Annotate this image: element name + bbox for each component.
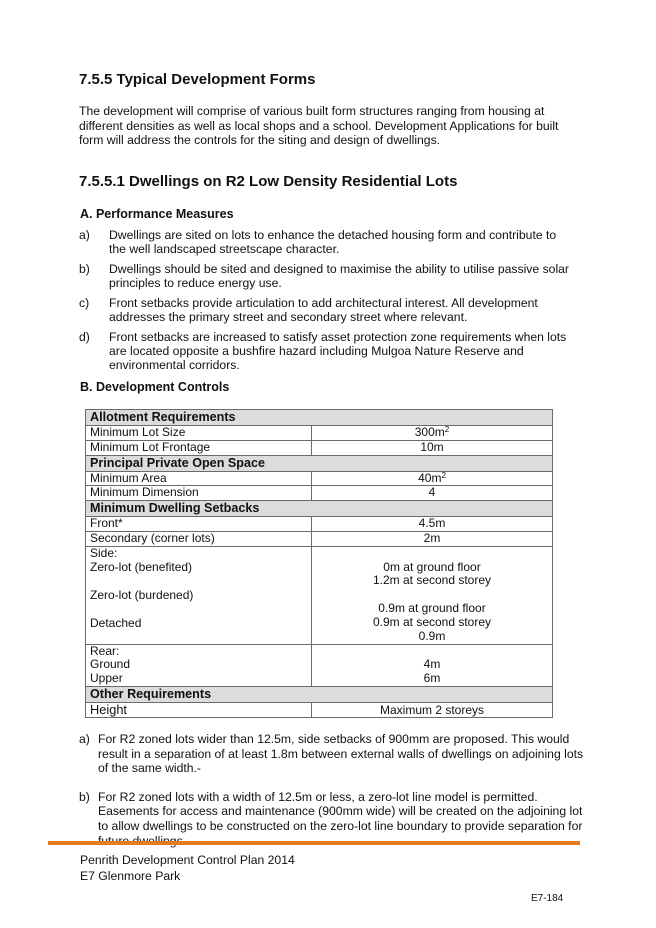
list-text: [109, 296, 579, 324]
upper-label: Upper: [90, 671, 123, 686]
detached-value: 0.9m: [418, 628, 446, 643]
table-row: [86, 531, 553, 546]
list-line: Front setbacks provide articulation to add architectural interest. All development: [109, 296, 538, 310]
table-section-header: [86, 455, 553, 471]
table-row: [86, 517, 553, 532]
zero-benefited-value: 0m at ground floor: [383, 559, 481, 574]
note-line: to allow dwellings to be constructed on the zero-lot line boundary to provide separation for: [98, 818, 583, 833]
list-line: are located opposite a bushfire hazard including Mulgoa Nature Reserve and: [109, 344, 524, 358]
note-item: [79, 790, 584, 848]
list-line: addresses the primary street and secondary street where relevant.: [109, 310, 468, 324]
list-letter: b): [79, 262, 90, 276]
table-section-header: [86, 410, 553, 426]
table-row: [86, 471, 553, 486]
zero-benefited-label: Zero-lot (benefited): [90, 559, 193, 574]
table-label-cell: [86, 644, 312, 686]
table-label-cell: Minimum Lot Size: [86, 426, 312, 441]
table-value-cell: Maximum 2 storeys: [312, 702, 553, 717]
table-header-cell: Principal Private Open Space: [86, 455, 553, 471]
note-line: For R2 zoned lots with a width of 12.5m or less, a zero-lot line model is permitted.: [98, 789, 538, 804]
table-row: [86, 486, 553, 501]
note-line: Easements for access and maintenance (900mm wide) will be created on the adjoining lot: [98, 804, 583, 819]
page-number: E7-184: [531, 893, 564, 904]
list-item: [79, 330, 579, 372]
list-letter: a): [79, 228, 90, 242]
table-label-cell: Front*: [86, 517, 312, 532]
performance-list: [79, 228, 579, 378]
performance-heading: A. Performance Measures: [80, 207, 234, 221]
table-header-cell: Allotment Requirements: [86, 410, 553, 426]
table-row: [86, 644, 553, 686]
upper-value: 6m: [423, 671, 441, 686]
table-label-cell: Secondary (corner lots): [86, 531, 312, 546]
list-line: Dwellings are sited on lots to enhance the detached housing form and contribute to: [109, 228, 557, 242]
value-text: 300m: [414, 425, 445, 439]
table-header-cell: Other Requirements: [86, 686, 553, 702]
list-line: Dwellings should be sited and designed to maximise the ability to utilise passive solar: [109, 262, 569, 276]
table-value-cell: 4: [312, 486, 553, 501]
table-section-header: [86, 686, 553, 702]
zero-burdened-label: Zero-lot (burdened): [90, 588, 194, 603]
intro-line: different densities as well as local shops and a school. Development Applications for built: [79, 118, 559, 133]
table-row: [86, 440, 553, 455]
note-line: For R2 zoned lots wider than 12.5m, side setbacks of 900mm are proposed. This would: [98, 732, 570, 746]
list-line: the well landscaped streetscape character.: [109, 242, 340, 256]
section-title: 7.5.5 Typical Development Forms: [79, 71, 316, 88]
detached-label: Detached: [90, 615, 142, 630]
table-label-cell: Minimum Dimension: [86, 486, 312, 501]
footer-rule: [48, 841, 580, 845]
table-value-cell: [312, 426, 553, 441]
list-text: [109, 228, 579, 256]
zero-benefited-value: 1.2m at second storey: [372, 573, 492, 588]
list-line: principles to reduce energy use.: [109, 276, 282, 290]
note-text: [98, 790, 584, 848]
table-value-cell: [312, 546, 553, 644]
table-label-cell: Minimum Area: [86, 471, 312, 486]
note-line: result in a separation of at least 1.8m between external walls of dwellings on adjoining lots: [98, 746, 584, 761]
zero-burdened-value: 0.9m at ground floor: [378, 601, 486, 616]
list-item: [79, 296, 579, 324]
list-text: [109, 262, 579, 290]
note-item: [79, 732, 584, 776]
list-text: [109, 330, 579, 372]
list-letter: c): [79, 296, 90, 310]
note-letter: a): [79, 732, 90, 746]
table-label-cell: Height: [86, 702, 312, 717]
table-row: [86, 546, 553, 644]
table-label-cell: Minimum Lot Frontage: [86, 440, 312, 455]
table-value-cell: 10m: [312, 440, 553, 455]
list-line: environmental corridors.: [109, 358, 240, 372]
superscript: 2: [441, 470, 446, 480]
table-row: [86, 702, 553, 717]
footer: [80, 852, 295, 884]
list-line: Front setbacks are increased to satisfy asset protection zone requirements when lots: [109, 330, 567, 344]
zero-burdened-value: 0.9m at second storey: [372, 614, 492, 629]
list-letter: d): [79, 330, 90, 344]
side-label: Side:: [90, 545, 118, 560]
note-letter: b): [79, 789, 90, 804]
table-row: [86, 426, 553, 441]
superscript: 2: [444, 425, 450, 434]
list-item: [79, 262, 579, 290]
intro-line: form will address the controls for the siting and design of dwellings.: [79, 133, 441, 147]
rear-label: Rear:: [90, 643, 120, 658]
footer-section-name: E7 Glenmore Park: [80, 869, 181, 883]
table-label-cell: [86, 546, 312, 644]
table-value-cell: 4.5m: [312, 517, 553, 532]
table-header-cell: Minimum Dwelling Setbacks: [86, 501, 553, 517]
ground-value: 4m: [423, 657, 441, 672]
intro-line: The development will comprise of various built form structures ranging from housing at: [79, 104, 545, 118]
value-text: 40m: [418, 470, 442, 485]
list-item: [79, 228, 579, 256]
ground-label: Ground: [90, 657, 131, 672]
development-controls-table: [85, 409, 553, 718]
controls-heading: B. Development Controls: [80, 380, 230, 394]
footer-plan-name: Penrith Development Control Plan 2014: [80, 853, 295, 867]
subsection-title: 7.5.5.1 Dwellings on R2 Low Density Residential Lots: [79, 173, 458, 190]
table-section-header: [86, 501, 553, 517]
intro-paragraph: [79, 104, 579, 148]
table-value-cell: [312, 644, 553, 686]
note-text: [98, 732, 584, 776]
table-value-cell: [312, 471, 553, 486]
table-value-cell: 2m: [312, 531, 553, 546]
note-line: of the same width.-: [98, 761, 201, 776]
